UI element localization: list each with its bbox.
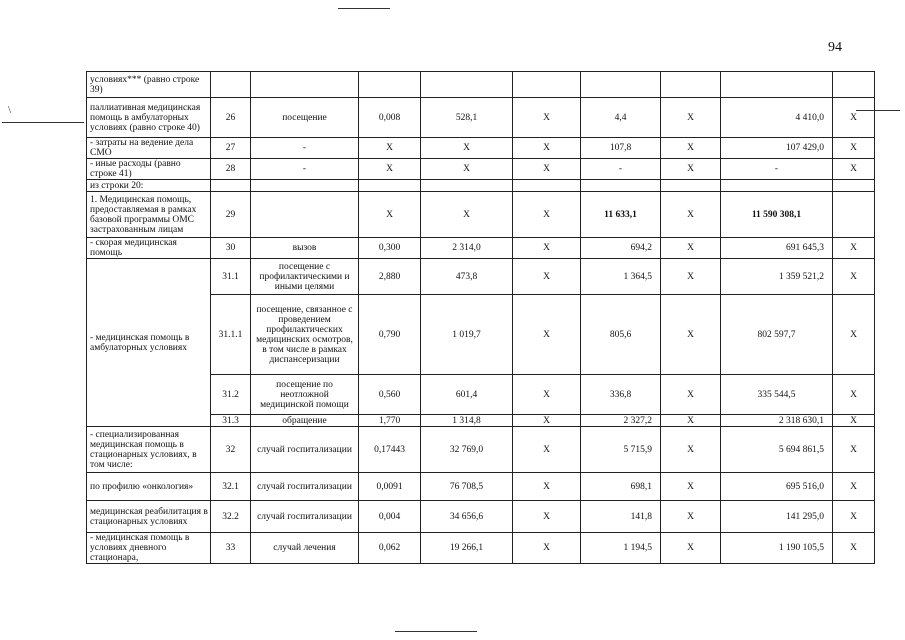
row-norm: 0,560 — [359, 375, 421, 415]
scan-artifact-line — [395, 631, 477, 632]
row-col8: X — [661, 415, 721, 427]
row-col6: X — [513, 259, 581, 295]
row-col10: X — [833, 473, 875, 501]
row-label: медицинская реабилитация в стационарных условиях — [87, 501, 211, 533]
row-col7: - — [581, 159, 661, 180]
row-col7: 698,1 — [581, 473, 661, 501]
row-unit: обращение — [251, 415, 359, 427]
row-number: 31.1 — [211, 259, 251, 295]
row-label: из строки 20: — [87, 180, 211, 192]
row-cost: 19 266,1 — [421, 533, 513, 564]
row-cost: 32 769,0 — [421, 427, 513, 473]
row-label: условиях*** (равно строке 39) — [87, 72, 211, 98]
row-number: 32.2 — [211, 501, 251, 533]
row-cost: X — [421, 159, 513, 180]
row-col10: X — [833, 375, 875, 415]
row-col10 — [833, 180, 875, 192]
row-norm: 2,880 — [359, 259, 421, 295]
row-number: 28 — [211, 159, 251, 180]
row-norm: 1,770 — [359, 415, 421, 427]
scan-artifact-mark: \ — [8, 104, 12, 116]
table-row — [87, 238, 875, 259]
row-unit: случай госпитализации — [251, 501, 359, 533]
table-row — [87, 259, 875, 295]
table-row — [87, 180, 875, 192]
row-norm: 0,062 — [359, 533, 421, 564]
row-number: 31.2 — [211, 375, 251, 415]
table-row — [87, 192, 875, 238]
row-number: 30 — [211, 238, 251, 259]
table-row — [87, 72, 875, 98]
row-unit: посещение по неотложной медицинской помощи — [251, 375, 359, 415]
scan-artifact-line — [2, 122, 84, 123]
row-col8: X — [661, 159, 721, 180]
row-cost: 1 314,8 — [421, 415, 513, 427]
row-number: 29 — [211, 192, 251, 238]
row-label: по профилю «онкология» — [87, 473, 211, 501]
row-label: - медицинская помощь в амбулаторных условиях — [87, 259, 211, 427]
row-number: 32.1 — [211, 473, 251, 501]
row-label: - специализированная медицинская помощь в стационарных условиях, в том числе: — [87, 427, 211, 473]
row-cost: 2 314,0 — [421, 238, 513, 259]
row-col8: X — [661, 98, 721, 138]
row-cost: 76 708,5 — [421, 473, 513, 501]
row-col9: 802 597,7 — [721, 295, 833, 375]
row-col8: X — [661, 375, 721, 415]
row-col9 — [721, 180, 833, 192]
row-col10: X — [833, 138, 875, 159]
row-col6: X — [513, 375, 581, 415]
row-cost: 1 019,7 — [421, 295, 513, 375]
row-unit: - — [251, 138, 359, 159]
row-col8 — [661, 72, 721, 98]
row-col6: X — [513, 138, 581, 159]
row-col9: 695 516,0 — [721, 473, 833, 501]
row-number: 31.3 — [211, 415, 251, 427]
row-col8: X — [661, 138, 721, 159]
row-norm: 0,008 — [359, 98, 421, 138]
row-norm: X — [359, 159, 421, 180]
row-col9: - — [721, 159, 833, 180]
table-row — [87, 159, 875, 180]
row-col9: 335 544,5 — [721, 375, 833, 415]
row-norm — [359, 180, 421, 192]
row-col6: X — [513, 427, 581, 473]
row-cost — [421, 72, 513, 98]
row-label: - медицинская помощь в условиях дневного стационара, — [87, 533, 211, 564]
data-table — [86, 71, 875, 564]
row-col10: X — [833, 259, 875, 295]
row-col6: X — [513, 501, 581, 533]
row-col8: X — [661, 427, 721, 473]
row-col10: X — [833, 415, 875, 427]
row-col9: 4 410,0 — [721, 98, 833, 138]
row-number — [211, 180, 251, 192]
row-col8: X — [661, 238, 721, 259]
row-col7 — [581, 180, 661, 192]
table-row — [87, 427, 875, 473]
row-col7: 4,4 — [581, 98, 661, 138]
row-col9 — [721, 72, 833, 98]
row-col7: 2 327,2 — [581, 415, 661, 427]
row-unit: - — [251, 159, 359, 180]
row-col7: 5 715,9 — [581, 427, 661, 473]
row-col10 — [833, 192, 875, 238]
row-norm: X — [359, 138, 421, 159]
row-col9: 1 190 105,5 — [721, 533, 833, 564]
row-col7: 107,8 — [581, 138, 661, 159]
row-col6: X — [513, 473, 581, 501]
row-col8: X — [661, 295, 721, 375]
row-label: - иные расходы (равно строке 41) — [87, 159, 211, 180]
row-col10: X — [833, 501, 875, 533]
row-col10: X — [833, 295, 875, 375]
row-col7: 141,8 — [581, 501, 661, 533]
row-col7: 805,6 — [581, 295, 661, 375]
row-col9: 5 694 861,5 — [721, 427, 833, 473]
row-norm — [359, 72, 421, 98]
row-col10: X — [833, 98, 875, 138]
table-row — [87, 473, 875, 501]
row-col6 — [513, 180, 581, 192]
row-unit: посещение — [251, 98, 359, 138]
row-norm: X — [359, 192, 421, 238]
row-col10 — [833, 72, 875, 98]
row-cost: 528,1 — [421, 98, 513, 138]
row-col9: 107 429,0 — [721, 138, 833, 159]
row-cost: X — [421, 138, 513, 159]
row-norm: 0,300 — [359, 238, 421, 259]
table-row — [87, 98, 875, 138]
row-norm: 0,17443 — [359, 427, 421, 473]
row-norm: 0,790 — [359, 295, 421, 375]
row-col6: X — [513, 192, 581, 238]
row-unit — [251, 192, 359, 238]
row-col7: 336,8 — [581, 375, 661, 415]
row-col8: X — [661, 473, 721, 501]
row-col7: 11 633,1 — [581, 192, 661, 238]
table-row — [87, 138, 875, 159]
row-number: 26 — [211, 98, 251, 138]
row-number — [211, 72, 251, 98]
row-col8: X — [661, 192, 721, 238]
row-col6: X — [513, 295, 581, 375]
row-norm: 0,0091 — [359, 473, 421, 501]
row-unit: посещение с профилактическими и иными целями — [251, 259, 359, 295]
row-number: 31.1.1 — [211, 295, 251, 375]
row-unit — [251, 180, 359, 192]
row-col8 — [661, 180, 721, 192]
row-unit: случай госпитализации — [251, 427, 359, 473]
row-number: 32 — [211, 427, 251, 473]
row-col7: 1 364,5 — [581, 259, 661, 295]
row-unit: вызов — [251, 238, 359, 259]
row-label: - затраты на ведение дела СМО — [87, 138, 211, 159]
row-col6 — [513, 72, 581, 98]
row-col6: X — [513, 238, 581, 259]
row-unit: случай госпитализации — [251, 473, 359, 501]
row-unit: случай лечения — [251, 533, 359, 564]
row-col10: X — [833, 159, 875, 180]
row-col9: 691 645,3 — [721, 238, 833, 259]
row-col10: X — [833, 533, 875, 564]
row-label: 1. Медицинская помощь, предоставляемая в рамках базовой программы ОМС застрахованным лицам — [87, 192, 211, 238]
row-col9: 2 318 630,1 — [721, 415, 833, 427]
row-unit — [251, 72, 359, 98]
table-row — [87, 501, 875, 533]
row-cost: 601,4 — [421, 375, 513, 415]
row-col6: X — [513, 415, 581, 427]
row-col7 — [581, 72, 661, 98]
row-cost: 34 656,6 — [421, 501, 513, 533]
row-unit: посещение, связанное с проведением профилактических медицинских осмотров, в том числе в рамках диспансеризации — [251, 295, 359, 375]
row-col6: X — [513, 159, 581, 180]
row-col8: X — [661, 259, 721, 295]
row-col6: X — [513, 98, 581, 138]
row-col9: 1 359 521,2 — [721, 259, 833, 295]
row-col9: 11 590 308,1 — [721, 192, 833, 238]
scan-artifact-line — [338, 8, 390, 9]
row-cost — [421, 180, 513, 192]
row-cost: 473,8 — [421, 259, 513, 295]
row-col8: X — [661, 501, 721, 533]
page-number: 94 — [828, 40, 842, 55]
row-col7: 694,2 — [581, 238, 661, 259]
row-col10: X — [833, 238, 875, 259]
row-number: 33 — [211, 533, 251, 564]
row-col6: X — [513, 533, 581, 564]
row-label: паллиативная медицинская помощь в амбулаторных условиях (равно строке 40) — [87, 98, 211, 138]
row-number: 27 — [211, 138, 251, 159]
row-label: - скорая медицинская помощь — [87, 238, 211, 259]
row-col8: X — [661, 533, 721, 564]
row-norm: 0,004 — [359, 501, 421, 533]
row-col7: 1 194,5 — [581, 533, 661, 564]
row-col10: X — [833, 427, 875, 473]
row-col9: 141 295,0 — [721, 501, 833, 533]
table-row — [87, 533, 875, 564]
row-cost: X — [421, 192, 513, 238]
